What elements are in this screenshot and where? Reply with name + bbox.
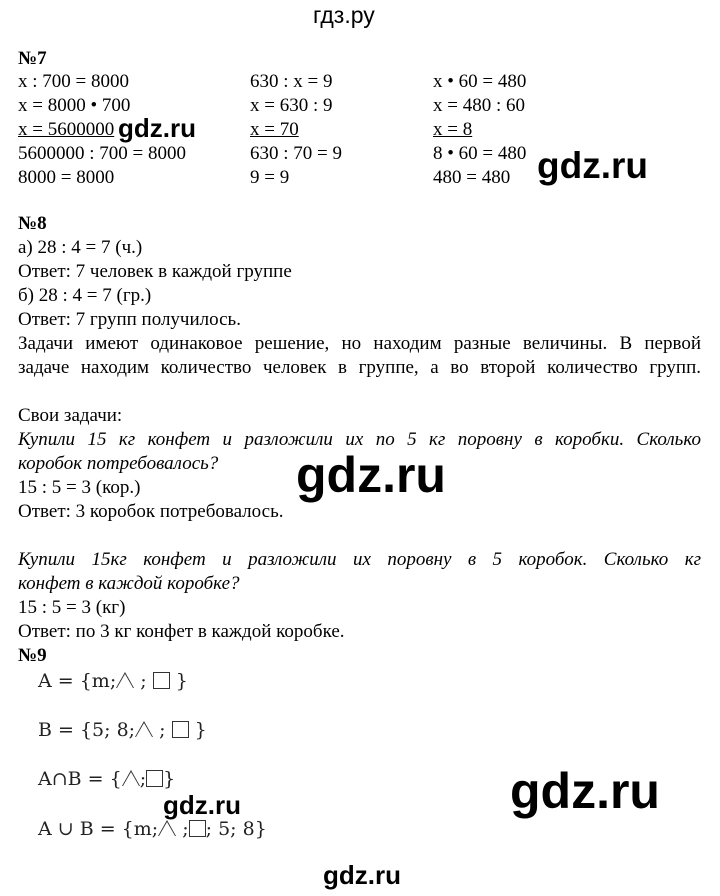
watermark: gdz.ru (296, 447, 446, 503)
equation-check: 630 : 70 = 9 (250, 143, 342, 164)
set-b-prefix: B = {5; 8; (38, 719, 136, 741)
union-definition: A ∪ B = {m; ; ; 5; 8} (38, 818, 267, 840)
square-icon (146, 770, 163, 787)
triangle-icon (122, 770, 140, 786)
own-problems-title: Свои задачи: (18, 405, 123, 426)
set-a-prefix: A = {m; (38, 670, 117, 692)
problem-text: конфет в каждой коробке? (18, 573, 240, 594)
equation-check: 480 = 480 (433, 167, 511, 188)
answer-line: Ответ: по 3 кг конфет в каждой коробке. (18, 621, 345, 642)
watermark: gdz.ru (537, 145, 648, 186)
solution-line: а) 28 : 4 = 7 (ч.) (18, 237, 143, 258)
equation-answer: x = 5600000 (18, 119, 115, 140)
problem-text: коробок потребовалось? (18, 453, 219, 474)
solution-line: 15 : 5 = 3 (кг) (18, 597, 126, 618)
solution-line: б) 28 : 4 = 7 (гр.) (18, 285, 152, 306)
triangle-icon (116, 672, 134, 688)
task7-title: №7 (18, 48, 47, 69)
answer-line: Ответ: 3 коробок потребовалось. (18, 501, 284, 522)
union-prefix: A ∪ B = {m; (38, 818, 159, 840)
equation-answer: x = 8 (433, 119, 473, 140)
task9-title: №9 (18, 645, 47, 666)
equation-line: x : 700 = 8000 (18, 71, 129, 92)
equation-check: 8000 = 8000 (18, 167, 115, 188)
triangle-icon (158, 820, 176, 836)
set-a-definition: A = {m; ; } (38, 670, 188, 692)
answer-line: Ответ: 7 человек в каждой группе (18, 261, 292, 282)
explanation-line: Задачи имеют одинаковое решение, но находим разные величины. В первой (18, 333, 701, 354)
solution-line: 15 : 5 = 3 (кор.) (18, 477, 141, 498)
equation-check: 5600000 : 700 = 8000 (18, 143, 186, 164)
watermark: gdz.ru (510, 763, 660, 819)
problem-text: Купили 15 кг конфет и разложили их по 5 кг поровну в коробки. Сколько (18, 429, 701, 450)
equation-line: 630 : x = 9 (250, 71, 333, 92)
explanation-line: задаче находим количество человек в группе, а во второй количество групп. (18, 357, 701, 378)
square-icon (153, 672, 170, 689)
equation-check: 8 • 60 = 480 (433, 143, 527, 164)
equation-line: x = 8000 • 700 (18, 95, 131, 116)
watermark: gdz.ru (323, 860, 401, 890)
square-icon (172, 721, 189, 738)
watermark: gdz.ru (163, 790, 241, 820)
union-tail: ; 5; 8} (205, 818, 267, 840)
intersection-prefix: A∩B = { (38, 768, 122, 790)
intersection-definition: A∩B = { ; } (38, 768, 176, 790)
equation-line: x = 480 : 60 (433, 95, 525, 116)
task8-title: №8 (18, 213, 47, 234)
square-icon (189, 820, 206, 837)
problem-text: Купили 15кг конфет и разложили их поровну в 5 коробок. Сколько кг (18, 549, 701, 570)
equation-line: x • 60 = 480 (433, 71, 527, 92)
equation-check: 9 = 9 (250, 167, 290, 188)
set-b-definition: B = {5; 8; ; } (38, 719, 207, 741)
answer-line: Ответ: 7 групп получилось. (18, 309, 241, 330)
watermark: gdz.ru (118, 113, 196, 143)
site-header: гдз.ру (313, 2, 375, 28)
triangle-icon (135, 721, 153, 737)
equation-line: x = 630 : 9 (250, 95, 333, 116)
equation-answer: x = 70 (250, 119, 299, 140)
